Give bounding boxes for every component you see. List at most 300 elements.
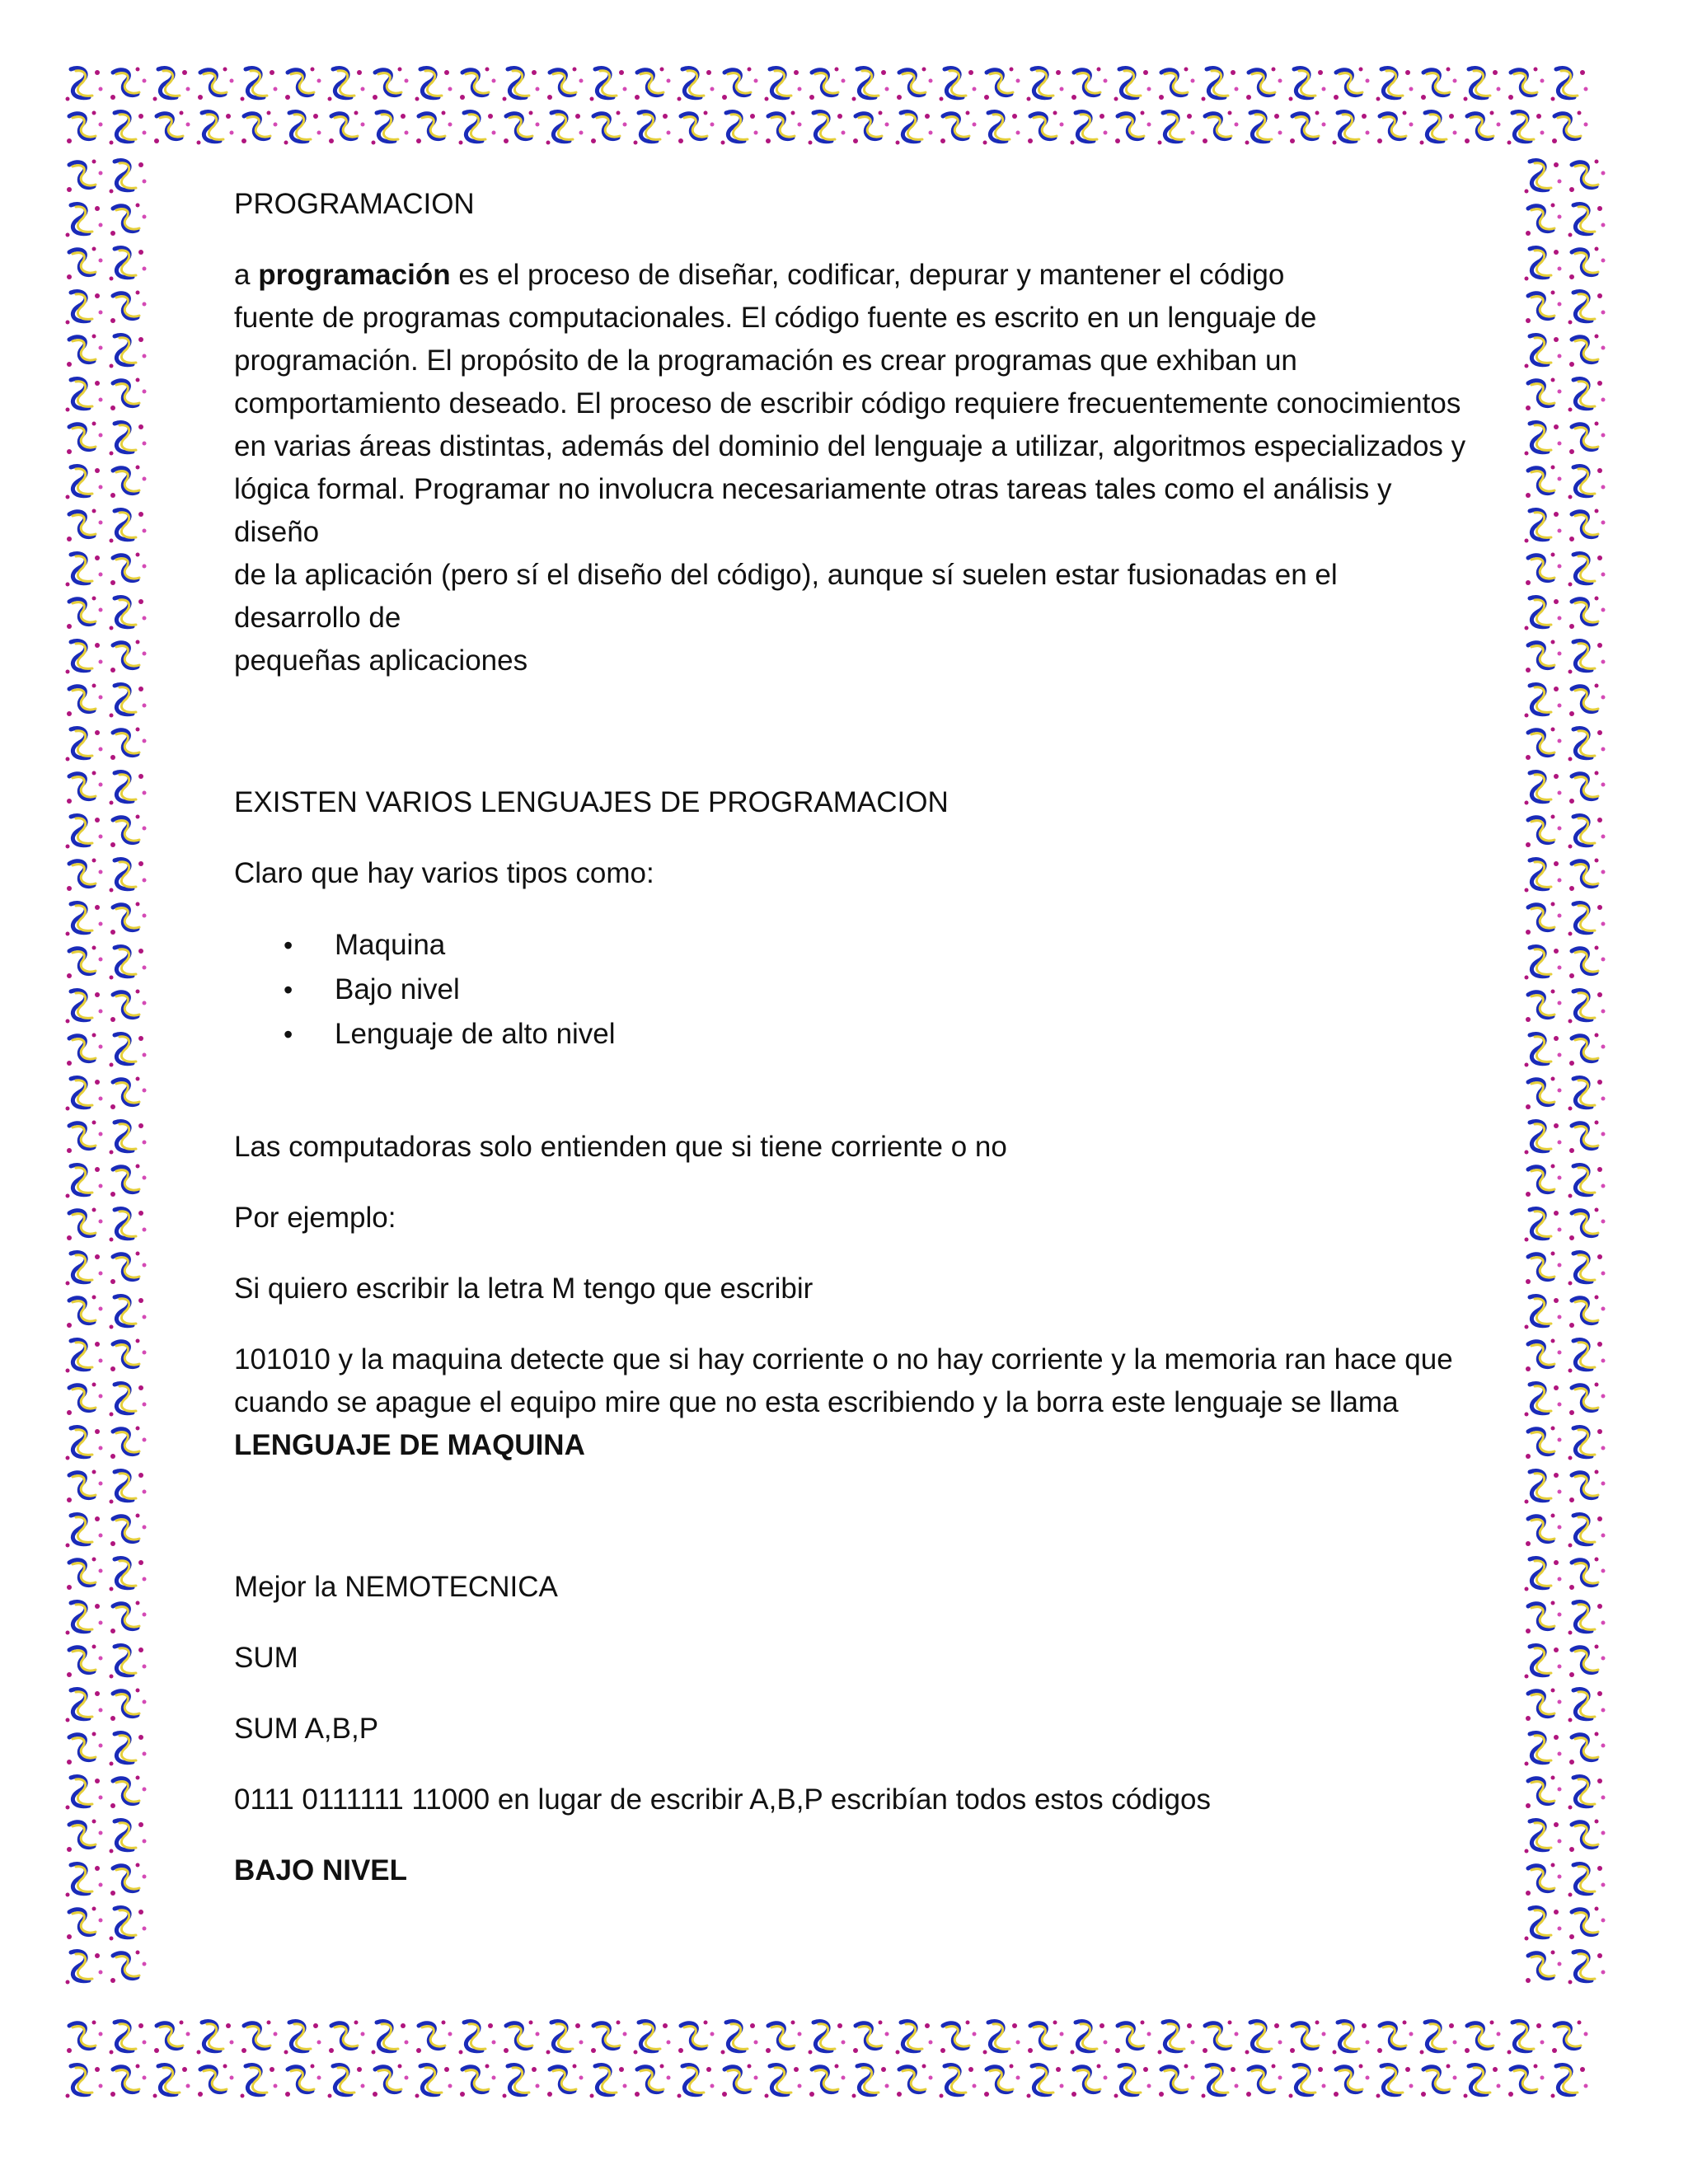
streamer-tile <box>154 111 190 144</box>
streamer-tile <box>153 2065 190 2098</box>
streamer-tile <box>1568 903 1606 936</box>
computers-line: Las computadoras solo entienden que si tiene corriente o no <box>234 1131 1007 1163</box>
streamer-tile <box>110 1689 147 1722</box>
streamer-tile <box>852 2065 889 2098</box>
streamer-tile <box>1420 112 1457 145</box>
streamer-tile <box>1526 815 1562 848</box>
streamer-tile <box>1071 2064 1108 2097</box>
streamer-tile <box>809 68 846 101</box>
streamer-tile <box>67 335 103 368</box>
streamer-tile <box>591 2021 627 2054</box>
streamer-tile <box>809 112 846 145</box>
streamer-tile <box>1526 1689 1562 1722</box>
streamer-tile <box>1569 1645 1606 1678</box>
streamer-tile <box>329 2021 365 2054</box>
streamer-tile <box>1526 1863 1562 1896</box>
list-item-label: Bajo nivel <box>335 973 460 1005</box>
streamer-tile <box>66 1515 103 1548</box>
streamer-tile <box>678 68 715 101</box>
streamer-tile <box>1420 2022 1457 2055</box>
streamer-tile <box>591 111 627 144</box>
streamer-tile <box>504 111 540 144</box>
binary-line: 101010 y la maquina detecte que si hay corriente o no hay corriente y la memoria ran hace que <box>234 1343 1453 1376</box>
streamer-tile <box>1568 1952 1606 1985</box>
streamer-tile <box>110 1733 147 1766</box>
streamer-tile <box>66 204 103 237</box>
streamer-tile <box>984 2064 1020 2097</box>
intro-line: comportamiento deseado. El proceso de escribir código requiere frecuentemente conocimientos <box>234 387 1461 419</box>
low-level-term-bold: BAJO NIVEL <box>234 1854 408 1886</box>
streamer-tile <box>1071 2022 1108 2055</box>
streamer-tile <box>1526 553 1562 586</box>
types-intro: Claro que hay varios tipos como: <box>234 857 654 889</box>
streamer-tile <box>285 68 321 101</box>
streamer-tile <box>285 2064 321 2097</box>
streamer-tile <box>1525 1209 1562 1242</box>
streamer-tile <box>635 68 671 101</box>
streamer-tile <box>1526 1252 1562 1285</box>
streamer-tile <box>1464 68 1501 101</box>
streamer-tile <box>546 112 584 145</box>
streamer-tile <box>1027 68 1064 101</box>
streamer-tile <box>1525 685 1562 718</box>
streamer-tile <box>1568 1165 1606 1198</box>
streamer-tile <box>1159 2064 1195 2097</box>
streamer-tile <box>1526 640 1562 673</box>
streamer-tile <box>110 466 147 499</box>
streamer-tile <box>1525 1471 1562 1504</box>
streamer-tile <box>1525 1558 1562 1591</box>
streamer-tile <box>1507 2022 1545 2055</box>
streamer-tile <box>110 902 147 935</box>
streamer-tile <box>110 1034 147 1067</box>
streamer-tile <box>1526 1514 1562 1547</box>
streamer-tile <box>66 68 103 101</box>
streamer-tile <box>329 111 365 144</box>
streamer-tile <box>1289 2065 1326 2098</box>
streamer-tile <box>940 111 977 144</box>
streamer-tile <box>67 247 103 280</box>
streamer-tile <box>1568 292 1606 325</box>
streamer-tile <box>1526 291 1562 324</box>
streamer-tile <box>1028 111 1064 144</box>
streamer-tile <box>67 597 103 630</box>
streamer-tile <box>66 1777 103 1810</box>
streamer-tile <box>1508 68 1545 101</box>
intro-bold-term: programación <box>258 259 451 291</box>
streamer-tile <box>678 2065 715 2098</box>
streamer-tile <box>766 111 802 144</box>
streamer-tile <box>459 112 496 145</box>
streamer-tile <box>1203 111 1239 144</box>
streamer-tile <box>241 2021 278 2054</box>
streamer-tile <box>853 111 889 144</box>
streamer-tile <box>66 1427 103 1460</box>
streamer-tile <box>67 1732 103 1765</box>
streamer-tile <box>1525 1384 1562 1417</box>
streamer-tile <box>110 1601 147 1634</box>
streamer-tile <box>1245 112 1282 145</box>
streamer-tile <box>1526 466 1562 499</box>
streamer-tile <box>110 1951 147 1984</box>
streamer-tile <box>66 2065 103 2098</box>
streamer-tile <box>1525 1122 1562 1155</box>
streamer-tile <box>1552 111 1588 144</box>
streamer-tile <box>1333 112 1370 145</box>
streamer-tile <box>1569 1558 1606 1591</box>
streamer-tile <box>1028 2021 1064 2054</box>
streamer-tile <box>1071 68 1108 101</box>
streamer-tile <box>110 335 147 368</box>
streamer-tile <box>721 112 758 145</box>
streamer-tile <box>634 112 671 145</box>
streamer-tile <box>110 815 147 848</box>
intro-lead: a <box>234 259 259 291</box>
streamer-tile <box>460 2064 496 2097</box>
intro-line: programación. El propósito de la programación es crear programas que exhiban un <box>234 344 1297 377</box>
streamer-tile <box>241 111 278 144</box>
streamer-tile <box>241 2065 278 2098</box>
streamer-tile <box>66 641 103 674</box>
streamer-tile <box>1569 335 1606 368</box>
streamer-tile <box>110 68 147 101</box>
intro-line: de la aplicación (pero sí el diseño del código), aunque sí suelen estar fusionadas en el desarrollo de <box>234 559 1338 634</box>
streamer-tile <box>110 1122 147 1155</box>
streamer-tile <box>110 2022 147 2055</box>
streamer-tile <box>66 292 103 325</box>
streamer-tile <box>67 422 103 455</box>
streamer-tile <box>1421 2064 1457 2097</box>
bullet-glyph: • <box>284 930 293 960</box>
streamer-tile <box>110 1558 147 1591</box>
streamer-tile <box>66 1602 103 1635</box>
streamer-tile <box>853 2021 889 2054</box>
streamer-tile <box>284 112 321 145</box>
streamer-tile <box>415 68 452 101</box>
streamer-tile <box>1568 1253 1606 1286</box>
streamer-tile <box>940 2021 977 2054</box>
streamer-tile <box>635 2064 671 2097</box>
streamer-tile <box>1158 2022 1195 2055</box>
streamer-tile <box>1569 1208 1606 1241</box>
streamer-tile <box>241 68 278 101</box>
streamer-tile <box>1568 1427 1606 1460</box>
streamer-tile <box>1569 509 1606 542</box>
streamer-tile <box>67 684 103 717</box>
binary-line: cuando se apague el equipo mire que no esta escribiendo y la borra este lenguaje se llama <box>234 1386 1399 1418</box>
streamer-tile <box>1569 422 1606 455</box>
streamer-tile <box>1525 1034 1562 1067</box>
streamer-tile <box>1568 1515 1606 1548</box>
streamer-tile <box>110 1165 147 1197</box>
streamer-tile <box>110 1908 147 1941</box>
streamer-tile <box>67 1558 103 1591</box>
streamer-tile <box>66 1340 103 1373</box>
streamer-tile <box>110 291 147 324</box>
streamer-tile <box>1027 2065 1064 2098</box>
streamer-tile <box>110 1252 147 1285</box>
streamer-tile <box>110 423 147 456</box>
streamer-tile <box>547 2064 584 2097</box>
streamer-tile <box>766 2021 802 2054</box>
intro-line: lógica formal. Programar no involucra necesariamente otras tareas tales como el análisis y diseño <box>234 473 1392 548</box>
streamer-tile <box>1525 335 1562 368</box>
streamer-tile <box>110 1384 147 1417</box>
streamer-tile <box>1290 2021 1326 2054</box>
streamer-tile <box>1465 111 1501 144</box>
streamer-tile <box>67 509 103 542</box>
streamer-tile <box>983 2022 1020 2055</box>
streamer-tile <box>1569 1470 1606 1503</box>
streamer-tile <box>1525 1646 1562 1679</box>
streamer-tile <box>66 1864 103 1897</box>
streamer-tile <box>546 2022 584 2055</box>
streamer-tile <box>1525 1296 1562 1329</box>
streamer-tile <box>373 68 409 101</box>
streamer-tile <box>503 68 540 101</box>
example-label: Por ejemplo: <box>234 1202 396 1234</box>
streamer-tile <box>1525 598 1562 630</box>
sum-line: SUM <box>234 1642 298 1674</box>
list-item <box>234 923 1470 968</box>
streamer-tile <box>67 1296 103 1329</box>
streamer-tile <box>67 771 103 804</box>
streamer-tile <box>1568 1864 1606 1897</box>
streamer-tile <box>1569 771 1606 804</box>
streamer-tile <box>1569 597 1606 630</box>
streamer-tile <box>1508 2064 1545 2097</box>
streamer-tile <box>1568 1078 1606 1111</box>
streamer-tile <box>1569 1732 1606 1765</box>
streamer-tile <box>1568 641 1606 674</box>
streamer-tile <box>1377 111 1414 144</box>
streamer-tile <box>1526 728 1562 761</box>
streamer-tile <box>110 598 147 630</box>
streamer-tile <box>110 772 147 805</box>
streamer-tile <box>460 68 496 101</box>
streamer-tile <box>1568 554 1606 587</box>
streamer-tile <box>1115 111 1151 144</box>
streamer-tile <box>1115 2021 1151 2054</box>
streamer-tile <box>1525 860 1562 893</box>
streamer-tile <box>110 990 147 1023</box>
streamer-tile <box>67 1383 103 1416</box>
streamer-tile <box>1526 990 1562 1023</box>
streamer-tile <box>1569 1820 1606 1853</box>
streamer-tile <box>110 248 147 281</box>
streamer-tile <box>1525 1733 1562 1766</box>
streamer-tile <box>721 2022 758 2055</box>
streamer-tile <box>197 2022 234 2055</box>
streamer-tile <box>110 553 147 586</box>
streamer-tile <box>1376 2065 1414 2098</box>
streamer-tile <box>110 1296 147 1329</box>
streamer-tile <box>110 1821 147 1854</box>
streamer-tile <box>897 2064 933 2097</box>
streamer-tile <box>1526 1339 1562 1372</box>
document-page <box>234 183 1470 1892</box>
streamer-tile <box>110 161 147 194</box>
streamer-tile <box>1568 991 1606 1024</box>
streamer-tile <box>67 111 103 144</box>
streamer-tile <box>1465 2021 1501 2054</box>
streamer-tile <box>1569 160 1606 193</box>
streamer-tile <box>66 1952 103 1985</box>
streamer-tile <box>110 685 147 718</box>
intro-paragraph <box>234 254 1470 682</box>
streamer-tile <box>940 2065 977 2098</box>
streamer-tile <box>415 2065 452 2098</box>
streamer-tile <box>896 112 933 145</box>
streamer-tile <box>1568 729 1606 762</box>
streamer-tile <box>110 112 147 145</box>
streamer-tile <box>1290 111 1326 144</box>
streamer-tile <box>590 2065 627 2098</box>
streamer-tile <box>67 1907 103 1940</box>
streamer-tile <box>66 379 103 412</box>
streamer-tile <box>1568 1777 1606 1810</box>
streamer-tile <box>1245 2022 1282 2055</box>
streamer-tile <box>67 1820 103 1853</box>
intro-line: fuente de programas computacionales. El código fuente es escrito en un lenguaje de <box>234 302 1317 334</box>
streamer-tile <box>1334 2064 1370 2097</box>
mnemonic-line: Mejor la NEMOTECNICA <box>234 1571 558 1603</box>
streamer-tile <box>66 1078 103 1111</box>
streamer-tile <box>197 112 234 145</box>
streamer-tile <box>1114 68 1151 101</box>
codes-line: 0111 0111111 11000 en lugar de escribir A,B,P escribían todos estos códigos <box>234 1783 1211 1816</box>
doc-title: PROGRAMACION <box>234 188 475 220</box>
streamer-tile <box>110 947 147 980</box>
streamer-tile <box>153 68 190 101</box>
streamer-tile <box>1568 1690 1606 1722</box>
sum-args-line: SUM A,B,P <box>234 1713 379 1745</box>
streamer-tile <box>67 946 103 979</box>
streamer-tile <box>284 2022 321 2055</box>
low-level-term <box>234 1849 1470 1892</box>
streamer-tile <box>547 68 584 101</box>
streamer-tile <box>66 466 103 499</box>
streamer-tile <box>1071 112 1108 145</box>
streamer-tile <box>1376 68 1414 101</box>
example-line: Si quiero escribir la letra M tengo que escribir <box>234 1272 814 1305</box>
intro-line: pequeñas aplicaciones <box>234 644 528 677</box>
streamer-tile <box>1525 161 1562 194</box>
streamer-tile <box>110 510 147 543</box>
streamer-tile <box>1569 1907 1606 1940</box>
streamer-tile <box>1333 2022 1370 2055</box>
streamer-tile <box>1525 423 1562 456</box>
streamer-tile <box>66 554 103 587</box>
streamer-tile <box>110 640 147 673</box>
streamer-tile <box>503 2065 540 2098</box>
streamer-tile <box>1289 68 1326 101</box>
list-item-label: Lenguaje de alto nivel <box>335 1018 616 1050</box>
streamer-tile <box>1569 1383 1606 1416</box>
streamer-tile <box>110 1514 147 1547</box>
streamer-tile <box>765 68 802 101</box>
streamer-tile <box>110 2064 147 2097</box>
streamer-tile <box>110 1863 147 1896</box>
types-list <box>234 923 1470 1057</box>
streamer-tile <box>1246 2064 1282 2097</box>
intro-line: en varias áreas distintas, además del dominio del lenguaje a utilizar, algoritmos especializados y <box>234 430 1466 462</box>
streamer-tile <box>1203 2021 1239 2054</box>
streamer-tile <box>1568 379 1606 412</box>
streamer-tile <box>110 1209 147 1242</box>
streamer-tile <box>67 859 103 892</box>
streamer-tile <box>1202 68 1239 101</box>
streamer-tile <box>67 160 103 193</box>
machine-language-term: LENGUAJE DE MAQUINA <box>234 1429 585 1461</box>
streamer-tile <box>110 1077 147 1110</box>
streamer-tile <box>110 1776 147 1809</box>
streamer-tile <box>110 1471 147 1504</box>
streamer-tile <box>940 68 977 101</box>
streamer-tile <box>809 2064 846 2097</box>
streamer-tile <box>1526 1077 1562 1110</box>
streamer-tile <box>1526 902 1562 935</box>
list-item <box>234 1012 1470 1057</box>
streamer-tile <box>67 1208 103 1241</box>
streamer-tile <box>897 68 933 101</box>
streamer-tile <box>416 111 452 144</box>
streamer-tile <box>983 112 1020 145</box>
section-heading: EXISTEN VARIOS LENGUAJES DE PROGRAMACION <box>234 786 949 818</box>
streamer-tile <box>198 68 234 101</box>
streamer-tile <box>110 1646 147 1679</box>
streamer-tile <box>1158 112 1195 145</box>
streamer-tile <box>110 204 147 237</box>
streamer-tile <box>66 1165 103 1198</box>
list-item-label: Maquina <box>335 929 446 961</box>
streamer-tile <box>678 2021 715 2054</box>
streamer-tile <box>1526 1951 1562 1984</box>
streamer-tile <box>110 378 147 411</box>
streamer-tile <box>1569 1033 1606 1066</box>
streamer-tile <box>66 1690 103 1722</box>
streamer-tile <box>459 2022 496 2055</box>
streamer-tile <box>67 1645 103 1678</box>
streamer-tile <box>678 111 715 144</box>
streamer-tile <box>66 903 103 936</box>
streamer-tile <box>67 1033 103 1066</box>
streamer-tile <box>1569 1121 1606 1154</box>
streamer-tile <box>66 1253 103 1286</box>
list-item <box>234 968 1470 1012</box>
streamer-tile <box>1568 816 1606 849</box>
streamer-tile <box>634 2022 671 2055</box>
streamer-tile <box>1525 1908 1562 1941</box>
streamer-tile <box>372 2022 409 2055</box>
streamer-tile <box>1525 772 1562 805</box>
streamer-tile <box>1526 1427 1562 1460</box>
streamer-tile <box>1421 68 1457 101</box>
intro-line: es el proceso de diseñar, codificar, depurar y mantener el código <box>450 259 1285 291</box>
streamer-tile <box>1569 946 1606 979</box>
streamer-tile <box>66 816 103 849</box>
streamer-tile <box>1246 68 1282 101</box>
streamer-tile <box>852 68 889 101</box>
streamer-tile <box>110 1427 147 1460</box>
streamer-tile <box>722 68 758 101</box>
streamer-tile <box>66 729 103 762</box>
streamer-tile <box>1159 68 1195 101</box>
streamer-tile <box>1526 378 1562 411</box>
streamer-tile <box>1525 510 1562 543</box>
streamer-tile <box>1526 204 1562 237</box>
bullet-glyph: • <box>284 975 293 1005</box>
